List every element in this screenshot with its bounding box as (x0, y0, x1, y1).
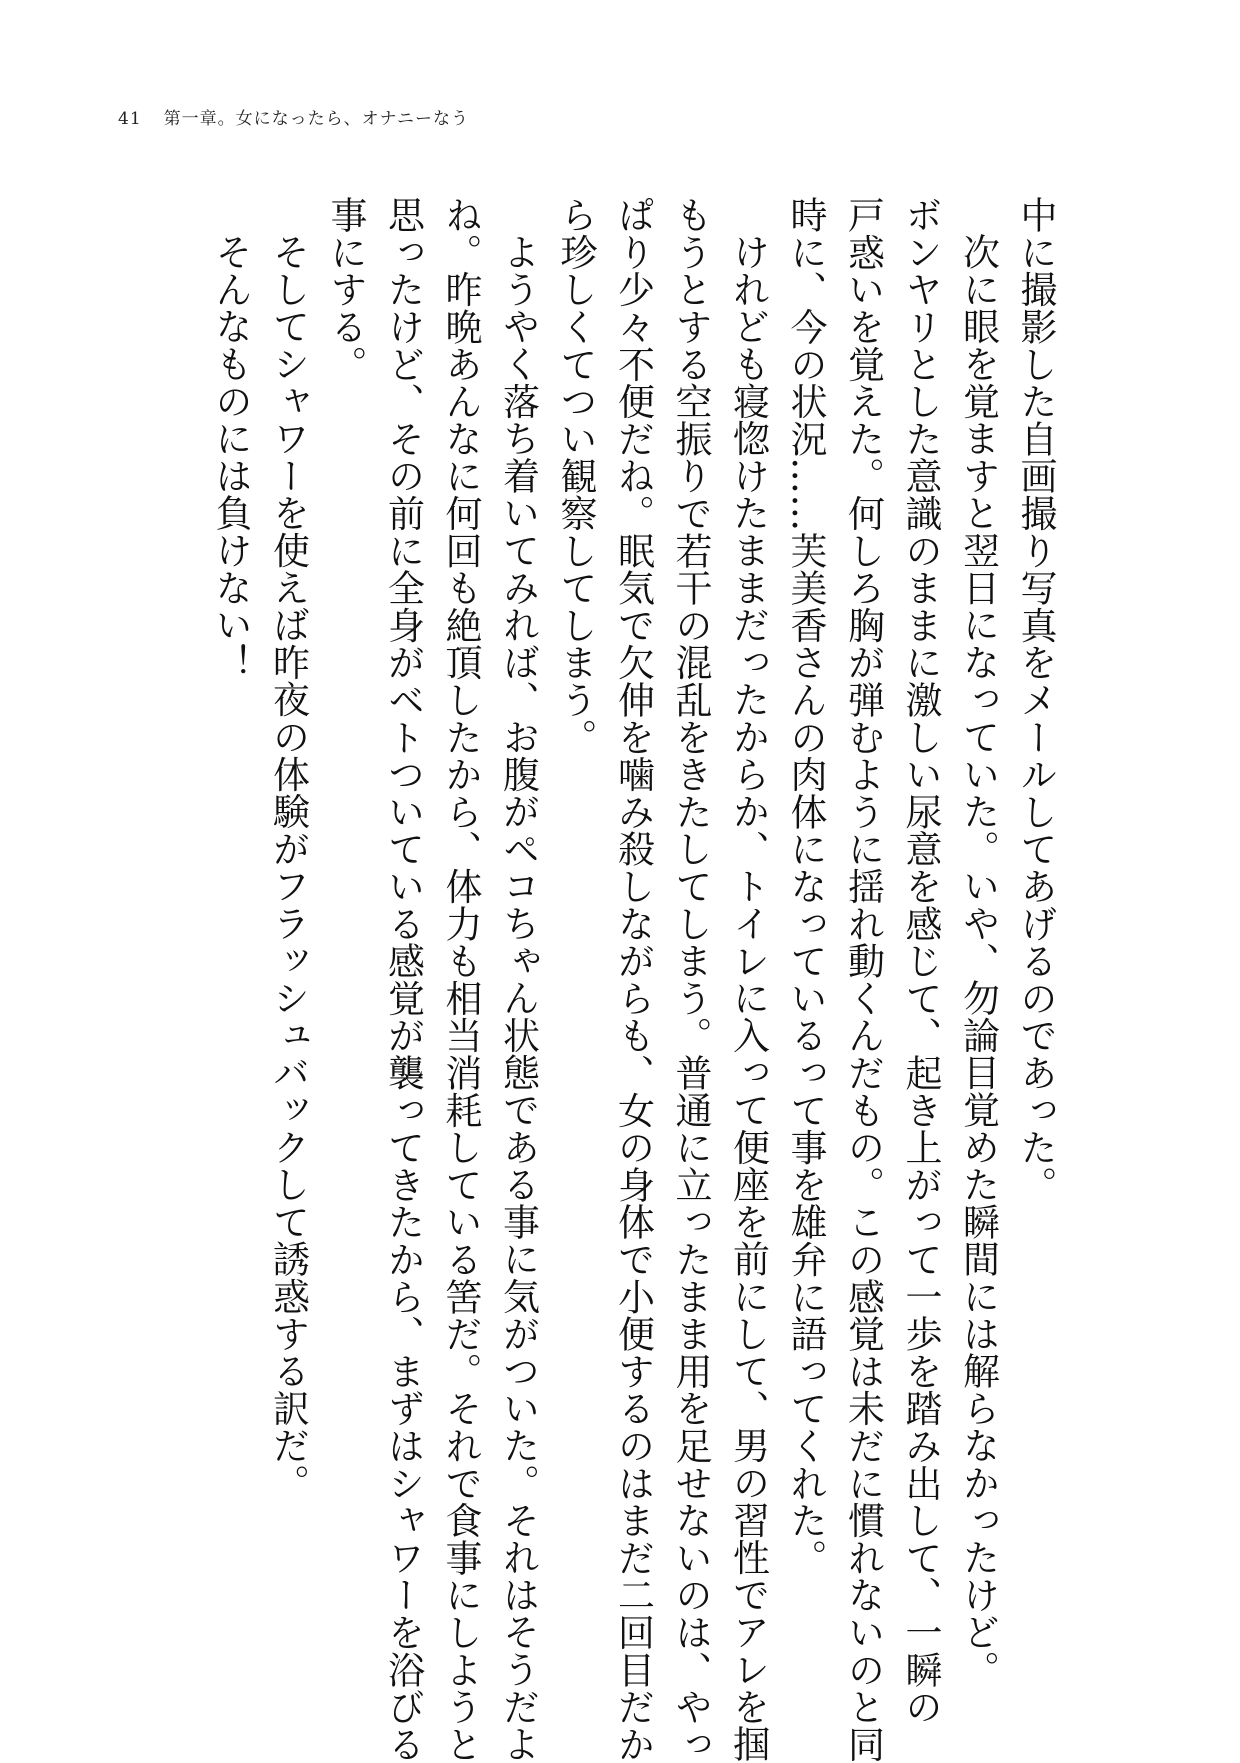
paragraph-toilet: けれども寝惚けたままだったからか、トイレに入って便座を前にして、男の習性でアレを掴 もうとする空振りで若干の混乱をきたしてしまう。普通に立ったまま用を足せないのは、やっ ぱり少々不便だね。眠気で欠伸を噛み殺しながらも、女の身体で小便するのはまだ二回目だか ら珍しくてつい観察してしまう。 (554, 196, 770, 1763)
vertical-body-text (202, 196, 1065, 1763)
paragraph-hunger: ようやく落ち着いてみれば、お腹がペコちゃん状態である事に気がついた。それはそうだよ ね。昨晩あんなに何回も絶頂したから、体力も相当消耗している筈だ。それで食事にしようと 思ったけど、その前に全身がベトついている感覚が襲ってきたから、まずはシャワーを浴びる 事にする。 (324, 196, 540, 1763)
paragraph-shower (202, 196, 317, 1596)
page-number: 41 (118, 109, 142, 129)
paragraph-continuation: 中に撮影した自画撮り写真をメールしてあげるのであった。 (1014, 196, 1057, 1204)
paragraph-wake-up: 次に眼を覚ますと翌日になっていた。いや、勿論目覚めた瞬間には解らなかったけど。 ボンヤリとした意識のままに激しい尿意を感じて、起き上がって一歩を踏み出して、一瞬の 戸惑いを覚えた。何しろ胸が弾むように揺れ動くんだもの。この感覚は未だに慣れないのと同 時に、今の状況……芙美香さんの肉体になっているって事を雄弁に語ってくれた。 (784, 196, 1000, 1763)
running-head (118, 104, 469, 129)
paragraph-line: そんなものには負けない！ (209, 233, 252, 681)
paragraph-line: そしてシャワーを使えば昨夜の体験がフラッシュバックして誘惑する訳だ。 (266, 233, 310, 1502)
chapter-title: 第一章。女になったら、オナニーなう (163, 109, 469, 129)
